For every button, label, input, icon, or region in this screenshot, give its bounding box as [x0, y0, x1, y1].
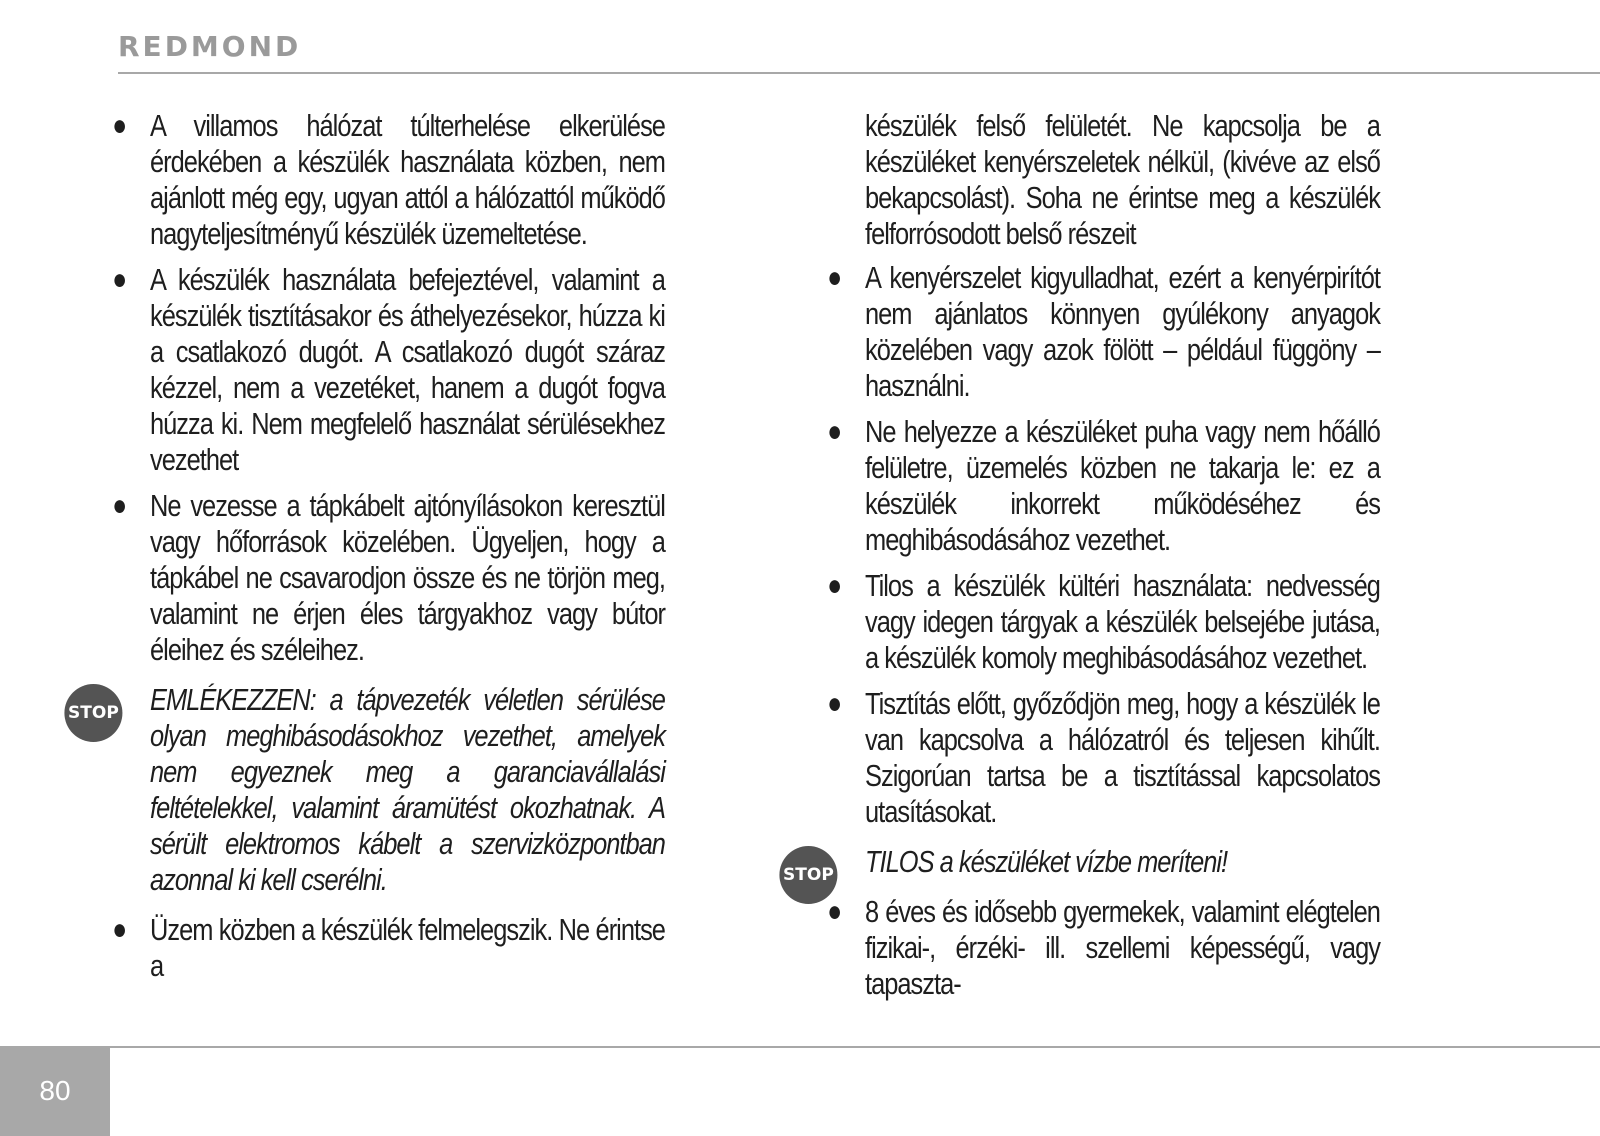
item-text: A kenyérszelet kigyulladhat, ezért a kenyérpirítót nem ajánlatos könnyen gyúlékony anyagok közelében vagy azok fölött – például függöny – használni. — [865, 260, 1380, 403]
bullet-dot-icon: ● — [827, 261, 842, 294]
list-item — [827, 894, 1380, 1002]
bullet-dot-icon: ● — [112, 263, 127, 296]
stop-warning — [68, 682, 665, 898]
stop-badge-icon: STOP — [64, 684, 122, 742]
item-text: 8 éves és idősebb gyermekek, valamint elégtelen fizikai-, érzéki- ill. szellemi képességű, vagy tapaszta- — [865, 894, 1380, 1001]
item-text: Tilos a készülék kültéri használata: nedvesség vagy idegen tárgyak a készülék belsejébe jutása, a készülék komoly meghibásodásához vezethet. — [865, 568, 1380, 675]
item-text: Ne helyezze a készüléket puha vagy nem hőálló felületre, üzemelés közben ne takarja le: ez a készülék inkorrekt működéséhez és meghibásodásához vezethet. — [865, 414, 1380, 557]
bullet-dot-icon: ● — [112, 489, 127, 522]
list-item — [112, 262, 665, 478]
bullet-dot-icon: ● — [827, 415, 842, 448]
warning-text: TILOS a készüléket vízbe meríteni! — [865, 844, 1228, 879]
bullet-dot-icon: ● — [112, 109, 127, 142]
brand-logo: REDMOND — [118, 30, 302, 63]
item-text: készülék felső felületét. Ne kapcsolja be a készüléket kenyérszeletek nélkül, (kivéve az első bekapcsolást). Soha ne érintse meg a készülék felforrósodott belső részeit — [865, 108, 1380, 251]
header-divider — [118, 72, 1600, 74]
bullet-dot-icon: ● — [112, 913, 127, 946]
footer-divider — [110, 1046, 1600, 1048]
left-column — [68, 108, 665, 994]
list-item — [827, 414, 1380, 558]
item-text: Üzem közben a készülék felmelegszik. Ne érintse a — [150, 912, 665, 983]
list-item-continuation — [865, 108, 1380, 252]
item-text: A villamos hálózat túlterhelése elkerülése érdekében a készülék használata közben, nem ajánlott még egy, ugyan attól a hálózattól működő nagyteljesítményű készülék üzemeltetése. — [150, 108, 665, 251]
list-item — [827, 568, 1380, 676]
item-text: Tisztítás előtt, győződjön meg, hogy a készülék le van kapcsolva a hálózatról és teljesen kihűlt. Szigorúan tartsa be a tisztítással kapcsolatos utasításokat. — [865, 686, 1380, 829]
right-column — [783, 108, 1380, 1012]
list-item — [112, 488, 665, 668]
list-item — [112, 108, 665, 252]
page-number: 80 — [0, 1046, 110, 1136]
stop-badge-icon: STOP — [779, 846, 837, 904]
bullet-dot-icon: ● — [827, 687, 842, 720]
list-item — [112, 912, 665, 984]
bullet-dot-icon: ● — [827, 569, 842, 602]
bullet-dot-icon: ● — [827, 895, 842, 928]
item-text: A készülék használata befejeztével, valamint a készülék tisztításakor és áthelyezésekor, húzza ki a csatlakozó dugót. A csatlakozó dugót száraz kézzel, nem a vezetéket, hanem a dugót fogva húzza ki. Nem megfelelő használat sérülésekhez vezethet — [150, 262, 665, 477]
item-text: Ne vezesse a tápkábelt ajtónyílásokon keresztül vagy hőforrások közelében. Ügyeljen, hogy a tápkábel ne csavarodjon össze és ne törjön meg, valamint ne érjen éles tárgyakhoz vagy bútor éleihez és széleihez. — [150, 488, 665, 667]
list-item — [827, 260, 1380, 404]
warning-text: EMLÉKEZZEN: a tápvezeték véletlen sérülése olyan meghibásodásokhoz vezethet, amelyek nem egyeznek meg a garanciavállalási feltételekkel, valamint áramütést okozhatnak. A sérült elektromos kábelt a szervizközpontban azonnal ki kell cserélni. — [150, 682, 665, 897]
list-item — [827, 686, 1380, 830]
stop-warning — [783, 844, 1380, 885]
